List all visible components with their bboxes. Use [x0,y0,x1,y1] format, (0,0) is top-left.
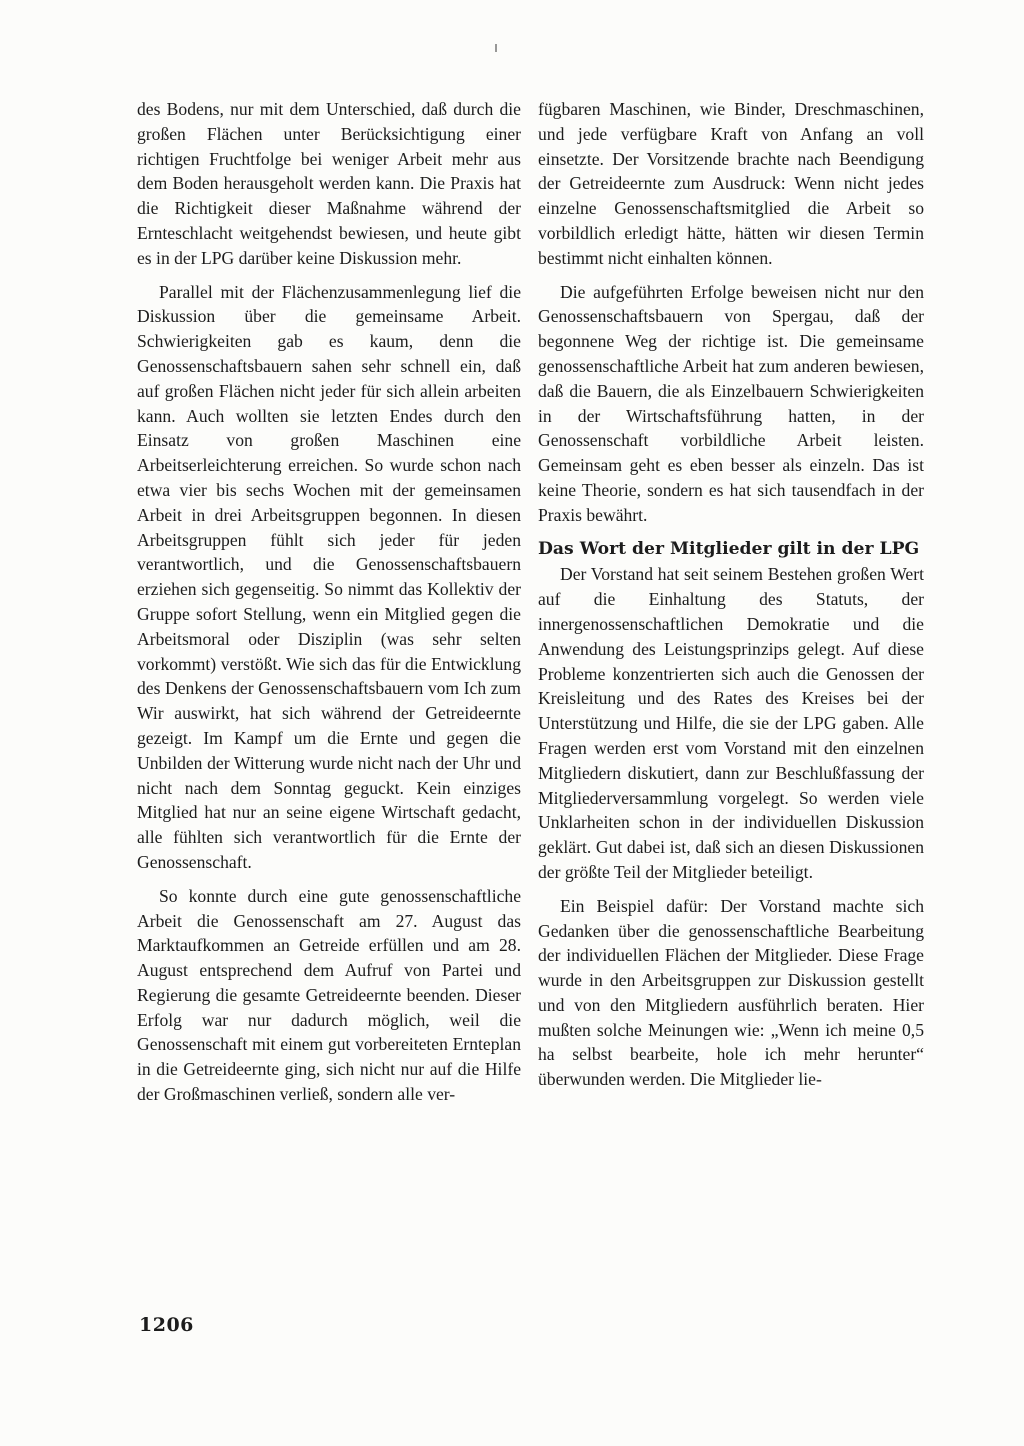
paragraph: des Bodens, nur mit dem Unterschied, daß durch die großen Flächen unter Berücksichtigung einer richtigen Fruchtfolge bei weniger Arbeit mehr aus dem Boden herausgeholt werden kann. Die Praxis hat die Richtigkeit dieser Maßnahme während der Ernteschlacht weitgehendst bewiesen, und heute gibt es in der LPG darüber keine Diskussion mehr. [137,99,521,268]
paragraph: Die aufgeführten Erfolge beweisen nicht nur den Genossenschaftsbauern von Spergau, daß der begonnene Weg der richtige ist. Die gemeinsame genossenschaftliche Arbeit hat zum anderen bewiesen, daß die Bauern, die als Einzelbauern Schwierigkeiten in der Wirtschaftsführung hatten, in der Genossenschaft vorbildliche Arbeit leisten. Gemeinsam geht es eben besser als einzeln. Das ist keine Theorie, sondern es hat sich tausendfach in der Praxis bewährt. [538,281,924,525]
paragraph: fügbaren Maschinen, wie Binder, Dreschmaschinen, und jede verfügbare Kraft von Anfang an voll einsetzte. Der Vorsitzende brachte nach Beendigung der Getreideernte zum Ausdruck: Wenn nicht jedes einzelne Genossenschaftsmitglied die Arbeit so vorbildlich erledigt hätte, hätten wir diesen Termin bestimmt nicht einhalten können. [538,99,924,268]
paragraph: Ein Beispiel dafür: Der Vorstand machte sich Gedanken über die genossenschaftliche Bearbeitung der individuellen Flächen der Mitglieder. Diese Frage wurde in den Arbeitsgruppen zur Diskussion gestellt und von den Mitgliedern ausführlich beraten. Hier mußten solche Meinungen wie: „Wenn ich meine 0,5 ha selbst bearbeite, hole ich mehr herunter“ überwunden werden. Die Mitglieder lie- [538,895,924,1090]
left-column [137,97,521,1116]
right-column [538,97,924,1101]
scan-mark [495,44,497,52]
paragraph: Der Vorstand hat seit seinem Bestehen großen Wert auf die Einhaltung des Statuts, der innergenossenschaftlichen Demokratie und die Anwendung des Leistungsprinzips gelegt. Auf diese Probleme konzentrierten sich auch die Genossen der Kreisleitung und des Rates des Kreises bei der Unterstützung und Hilfe, die sie der LPG gaben. Alle Fragen werden erst vom Vorstand mit den einzelnen Mitgliedern diskutiert, dann zur Beschlußfassung der Mitgliederversammlung vorgelegt. So werden viele Unklarheiten schon in der individuellen Diskussion geklärt. Gut dabei ist, daß sich an diesen Diskussionen der größte Teil der Mitglieder beteiligt. [538,564,924,882]
paragraph: Parallel mit der Flächenzusammenlegung lief die Diskussion über die gemeinsame Arbeit. Schwierigkeiten gab es kaum, denn die Genossenschaftsbauern sahen sehr schnell ein, daß auf großen Flächen nicht jeder für sich allein arbeiten kann. Auch wollten sie letzten Endes durch den Einsatz von großen Maschinen eine Arbeitserleichterung erreichen. So wurde schon nach etwa vier bis sechs Wochen mit der gemeinsamen Arbeit in drei Arbeitsgruppen begonnen. In diesen Arbeitsgruppen fühlt sich jeder für jeden verantwortlich, und die Genossenschaftsbauern erziehen sich gegenseitig. So nimmt das Kollektiv der Gruppe sofort Stellung, wenn ein Mitglied gegen die Arbeitsmoral oder Disziplin (was sehr selten vorkommt) verstößt. Wie sich das für die Entwicklung des Denkens der Genossenschaftsbauern vom Ich zum Wir auswirkt, hat sich während der Getreideernte gezeigt. Im Kampf um die Ernte und gegen die Unbilden der Witterung wurde nicht nach der Uhr und nicht nach dem Sonntag geguckt. Kein einziges Mitglied hat nur an seine eigene Wirtschaft gedacht, alle fühlten sich verantwortlich für die Ernte der Genossenschaft. [137,281,521,872]
paragraph: So konnte durch eine gute genossenschaftliche Arbeit die Genossenschaft am 27. August das Marktaufkommen an Getreide erfüllen und am 28. August entsprechend dem Aufruf von Partei und Regierung die gesamte Getreideernte beenden. Dieser Erfolg war nur dadurch möglich, weil die Genossenschaft mit einem gut vorbereiteten Ernteplan in die Getreideernte ging, sich nicht nur auf die Hilfe der Großmaschinen verließ, sondern alle ver- [137,885,521,1105]
section-heading: Das Wort der Mitglieder gilt in der LPG [538,538,920,559]
page-number: 1206 [139,1314,194,1336]
